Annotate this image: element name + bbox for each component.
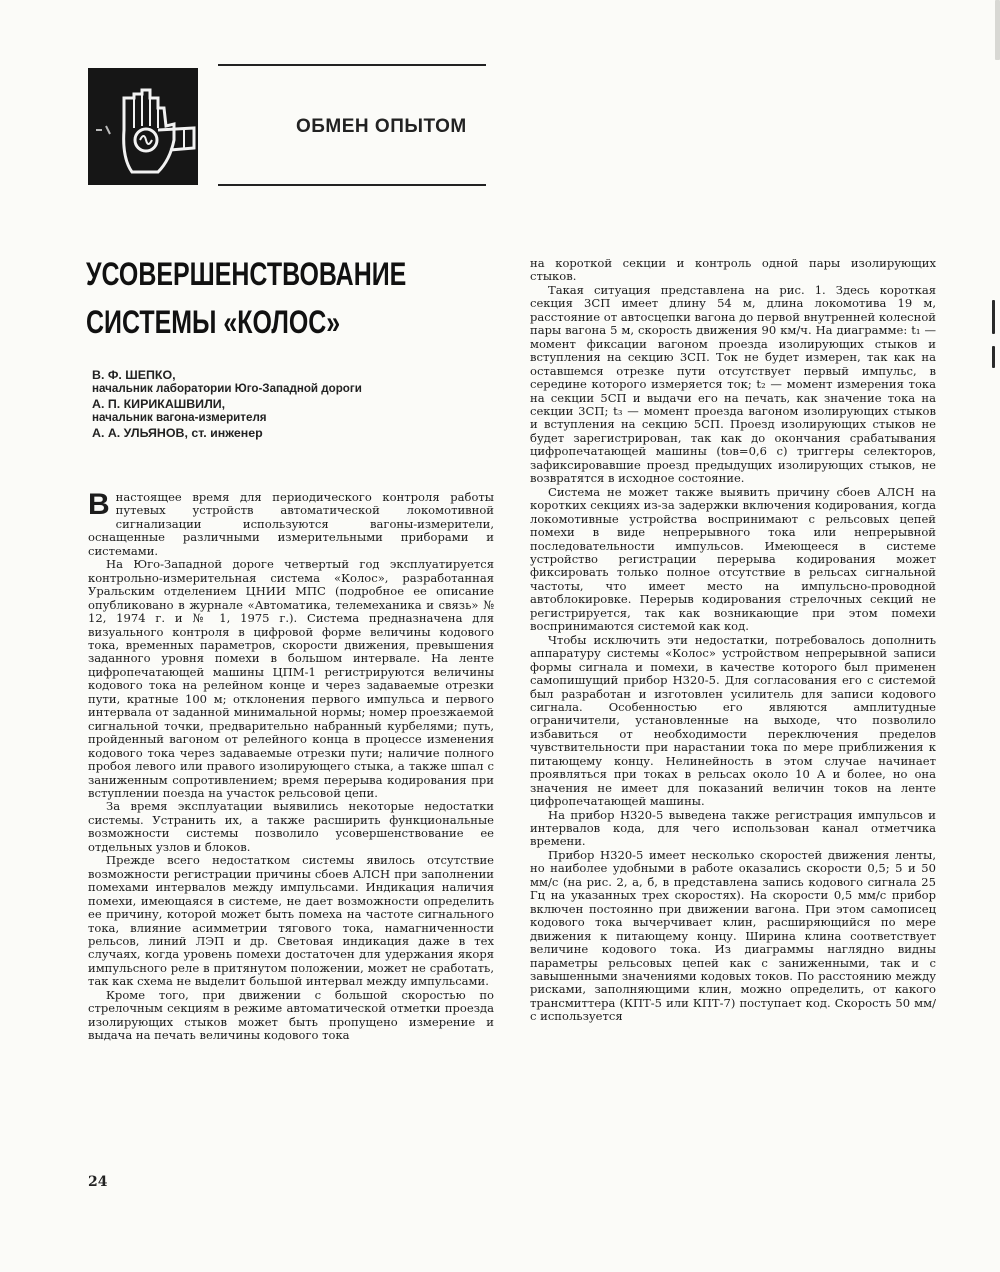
paragraph: Прежде всего недостатком системы явилось отсутствие возможности регистрации причины сбоев АЛСН при заполнении помехами интервалов между импульсами. Индикация наличия помехи, имеющаяся в системе, не дает возможности определить ее причину, которой может быть помеха на частоте сигнального тока, влияние асимметрии тягового тока, намагниченности рельсов, линий ЛЭП и др. Световая индикация даже в тех случаях, когда уровень помехи достаточен для удержания якоря импульсного реле в притянутом положении, может не сработать, так как схема не выделит большой интервал между импульсами.	[88, 853, 494, 989]
section-logo-hand-icon	[88, 68, 198, 185]
body-column-left	[88, 488, 494, 1043]
paragraph: Такая ситуация представлена на рис. 1. Здесь короткая секция 3СП имеет длину 54 м, длина локомотива 19 м, расстояние от автосцепки вагона до первой внутренней колесной пары вагона 5 м, скорость движения 90 км/ч. На диаграмме: t₁ — момент фиксации вагоном проезда изолирующих стыков и вступления на секцию 3СП. Ток не будет измерен, так как на оставшемся отрезке пути отсутствует первый импульс, в середине которого измеряется ток; t₂ — момент измерения тока на секции 5СП и выдачи его на печать, как значение тока на секции 3СП; t₃ — момент проезда вагоном изолирующих стыков и вступления на секцию 5СП. Проезд изолирующих стыков не будет зарегистрирован, так как до окончания срабатывания цифропечатающей машины (tов=0,6 с) триггеры селекторов, зафиксировавшие проезд предыдущих изолирующих стыков, не возвратятся в исходное состояние.	[530, 282, 936, 486]
drop-cap: В	[88, 488, 110, 521]
scan-edge-mark	[992, 346, 995, 368]
paragraph: Система не может также выявить причину сбоев АЛСН на коротких секциях из-за задержки включения кодирования, когда локомотивные устройства воспринимают с рельсовых цепей помехи в виде непрерывного тока или непрерывной последовательности импульсов. Имеющееся в системе устройство регистрации перерыва кодирования может фиксировать только полное отсутствие в рельсах сигнальной частоты, что имеет место на импульсно-проводной автоблокировке. Перерыв кодирования стрелочных секций не регистрируется, так как возникающие при этом помехи воспринимаются системой как код.	[530, 484, 936, 634]
paragraph	[88, 488, 494, 558]
author-name: А. П. КИРИКАШВИЛИ,	[92, 396, 226, 411]
paragraph: На прибор Н320-5 выведена также регистрация импульсов и интервалов кода, для чего использован канал отметчика времени.	[530, 807, 936, 849]
header-rule-bottom	[218, 184, 486, 186]
paragraph-continuation: на короткой секции и контроль одной пары изолирующих стыков.	[530, 256, 936, 284]
author-position: начальник лаборатории Юго-Западной дороги	[92, 382, 362, 396]
author-name: А. А. УЛЬЯНОВ, ст. инженер	[92, 425, 263, 440]
scan-edge-mark	[992, 300, 995, 334]
article-title	[86, 250, 421, 346]
paragraph: За время эксплуатации выявились некоторые недостатки системы. Устранить их, а также расширить функциональные возможности системы позволило усовершенствование ее отдельных узлов и блоков.	[88, 799, 494, 854]
paragraph: Чтобы исключить эти недостатки, потребовалось дополнить аппаратуру системы «Колос» устройством непрерывной записи формы сигнала и помехи, в качестве которого был применен самопишущий прибор Н320-5. Для согласования его с системой был разработан и изготовлен усилитель для записи кодового сигнала. Особенностью его являются амплитудные ограничители, установленные на выходе, что позволило избавиться от необходимости переключения пределов чувствительности при нарастании тока по мере приближения к питающему концу. Нелинейность в этом случае начинает проявляться при токах в рельсах около 10 А и более, но она значения не имеет для показаний величин токов на ленте цифропечатающей машины.	[530, 632, 936, 809]
author-position: начальник вагона-измерителя	[92, 411, 267, 425]
page-number: 24	[88, 1174, 108, 1190]
section-label: ОБМЕН ОПЫТОМ	[296, 116, 467, 137]
body-column-right	[530, 257, 936, 1024]
paragraph: Прибор Н320-5 имеет несколько скоростей движения ленты, но наиболее удобными в работе оказались скорости 0,5; 5 и 50 мм/с (на рис. 2, а, б, в представлена запись кодового сигнала 25 Гц на указанных трех скоростях). На скорости 0,5 мм/с прибор включен постоянно при движении вагона. При этом самописец кодового тока вычерчивает клин, расширяющийся по мере движения к питающему концу. Ширина клина соответствует величине кодового тока. Из диаграммы наглядно видны параметры рельсовых цепей как с заниженными, так и с завышенными значениями кодовых токов. По расстоянию между рисками, заполняющими клин, можно определить, от какого трансмиттера (КПТ-5 или КПТ-7) поступает код. Скорость 50 мм/с используется	[530, 847, 936, 1024]
header-rule-top	[218, 64, 486, 66]
paragraph: На Юго-Западной дороге четвертый год эксплуатируется контрольно-измерительная система «Колос», разработанная Уральским отделением ЦНИИ МПС (подробное ее описание опубликовано в журнале «Автоматика, телемеханика и связь» № 12, 1974 г. и № 1, 1975 г.). Система предназначена для визуального контроля в цифровой форме величины кодового тока, временных параметров, скорости движения, превышения заданного уровня помехи в большом интервале. На ленте цифропечатающей машины ЦПМ-1 регистрируются величины кодового тока на релейном конце и через задаваемые отрезки пути, кратные 100 м; отклонения первого импульса и первого интервала от заданной минимальной нормы; номер проезжаемой сигнальной точки, предварительно набранный курбелями; путь, пройденный вагоном от релейного конца в процессе изменения кодового тока через задаваемые отрезки пути; наличие полного пробоя левого или правого изолирующего стыка, а также шпал с заниженным сопротивлением; время перерыва кодирования при вступлении поезда на участок рельсовой цепи.	[88, 557, 494, 800]
author-block	[92, 368, 492, 440]
paragraph: Кроме того, при движении с большой скоростью по стрелочным секциям в режиме автоматической отметки проезда изолирующих стыков может быть пропущено измерение и выдача на печать величины кодового тока	[88, 987, 494, 1043]
paragraph-text: настоящее время для периодического контроля работы путевых устройств автоматической локомотивной сигнализации используются вагоны-измерители, оснащенные различными измерительными приборами и системами.	[88, 490, 494, 558]
scan-edge-mark	[995, 0, 1000, 60]
title-line-1: УСОВЕРШЕНСТВОВАНИЕ	[86, 256, 407, 292]
author-name: В. Ф. ШЕПКО,	[92, 368, 176, 382]
title-line-2: СИСТЕМЫ «КОЛОС»	[86, 304, 341, 340]
